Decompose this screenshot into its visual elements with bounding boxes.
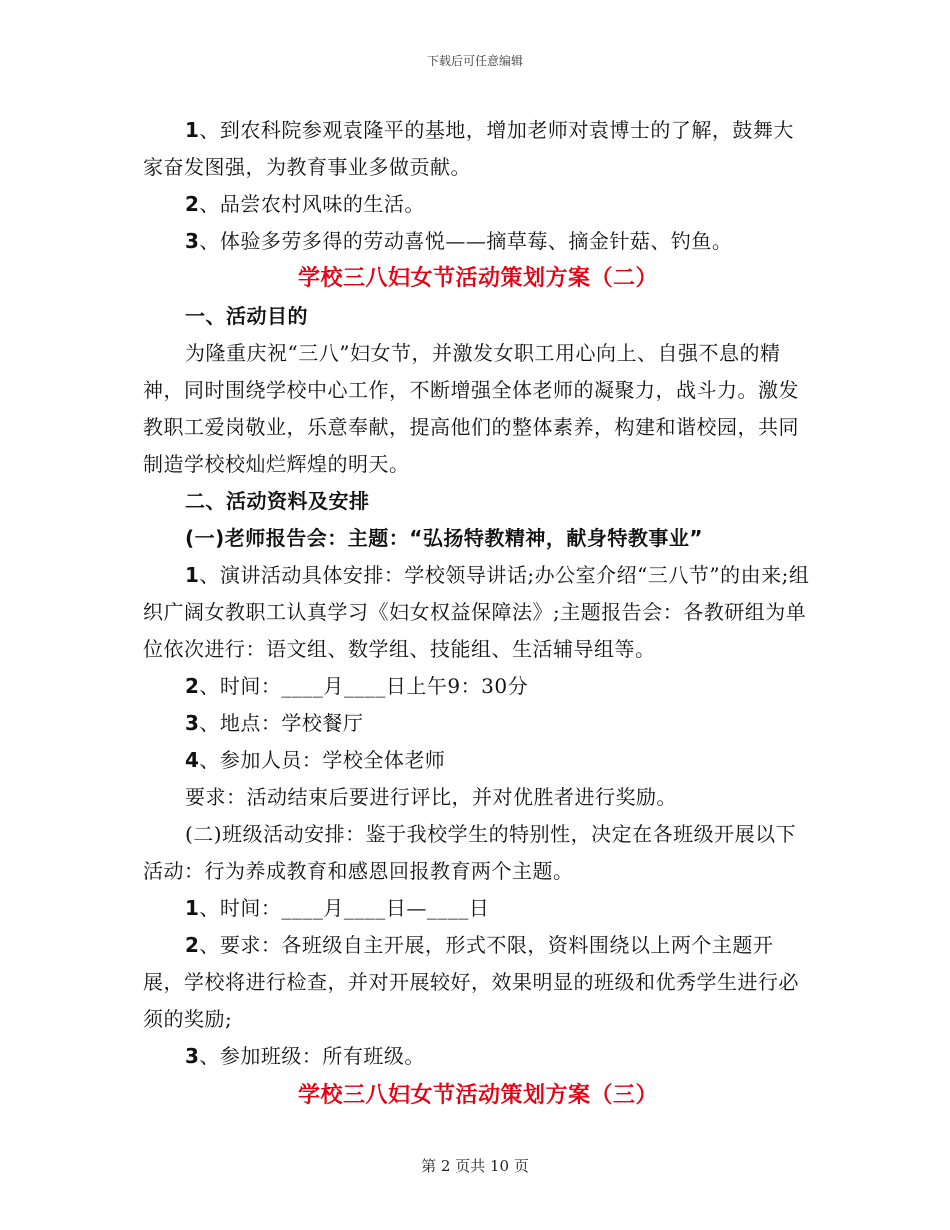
header-note: 下载后可任意编辑 bbox=[426, 54, 523, 68]
page-footer: 第 2 页共 10 页 bbox=[421, 1157, 529, 1175]
document-body bbox=[143, 112, 813, 1115]
item-text: 、演讲活动具体安排：学校领导讲话;办公室介绍“三八节”的由来;组织广阔女教职工认真学习《妇女权益保障法》;主题报告会：各教研组为单位依次进行：语文组、数学组、技能组、生活辅导组等。 bbox=[143, 563, 810, 661]
list-item bbox=[143, 890, 813, 927]
item-number: 2 bbox=[185, 933, 200, 957]
item-number: 3 bbox=[185, 229, 200, 253]
item-number: 3 bbox=[185, 711, 200, 735]
class-activity-paragraph: (二)班级活动安排：鉴于我校学生的特别性，决定在各班级开展以下活动：行为养成教育和感恩回报教育两个主题。 bbox=[143, 822, 797, 883]
item-text: 、要求：各班级自主开展，形式不限，资料围绕以上两个主题开展，学校将进行检查，并对开展较好，效果明显的班级和优秀学生进行必须的奖励; bbox=[143, 933, 799, 1031]
list-item bbox=[143, 112, 813, 186]
item-text: 、地点：学校餐厅 bbox=[199, 711, 364, 735]
item-text: 、时间：____月____日—____日 bbox=[199, 896, 490, 920]
report-requirement: 要求：活动结束后要进行评比，并对优胜者进行奖励。 bbox=[185, 785, 677, 809]
list-item bbox=[143, 557, 813, 668]
sub-heading-report: (一)老师报告会：主题：“弘扬特教精神，献身特教事业” bbox=[185, 526, 704, 550]
item-text: 、体验多劳多得的劳动喜悦——摘草莓、摘金针菇、钓鱼。 bbox=[199, 229, 733, 253]
item-text: 、参加人员：学校全体老师 bbox=[199, 748, 446, 772]
section-title-3: 学校三八妇女节活动策划方案（三） bbox=[297, 1083, 658, 1108]
heading-content: 二、活动资料及安排 bbox=[185, 489, 370, 513]
item-number: 2 bbox=[185, 192, 200, 216]
list-item bbox=[143, 742, 813, 779]
list-item bbox=[143, 186, 813, 223]
item-number: 2 bbox=[185, 674, 200, 698]
list-item bbox=[143, 927, 813, 1038]
item-text: 、参加班级：所有班级。 bbox=[199, 1044, 425, 1068]
item-number: 3 bbox=[185, 1044, 200, 1068]
item-text: 、时间：____月____日上午9：30分 bbox=[199, 674, 529, 698]
list-item bbox=[143, 705, 813, 742]
item-number: 1 bbox=[185, 563, 200, 587]
list-item bbox=[143, 668, 813, 705]
list-item bbox=[143, 1038, 813, 1075]
item-text: 、品尝农村风味的生活。 bbox=[199, 192, 425, 216]
item-number: 1 bbox=[185, 896, 200, 920]
item-number: 4 bbox=[185, 748, 200, 772]
list-item bbox=[143, 223, 813, 260]
item-number: 1 bbox=[185, 118, 200, 142]
section-title-2: 学校三八妇女节活动策划方案（二） bbox=[297, 266, 658, 291]
item-text: 、到农科院参观袁隆平的基地，增加老师对袁博士的了解，鼓舞大家奋发图强，为教育事业多做贡献。 bbox=[143, 118, 794, 179]
heading-purpose: 一、活动目的 bbox=[185, 304, 308, 328]
purpose-paragraph: 为隆重庆祝“三八”妇女节，并激发女职工用心向上、自强不息的精神，同时围绕学校中心工作，不断增强全体老师的凝聚力，战斗力。激发教职工爱岗敬业，乐意奉献，提高他们的整体素养，构建和谐校园，共同制造学校校灿烂辉煌的明天。 bbox=[143, 341, 799, 476]
